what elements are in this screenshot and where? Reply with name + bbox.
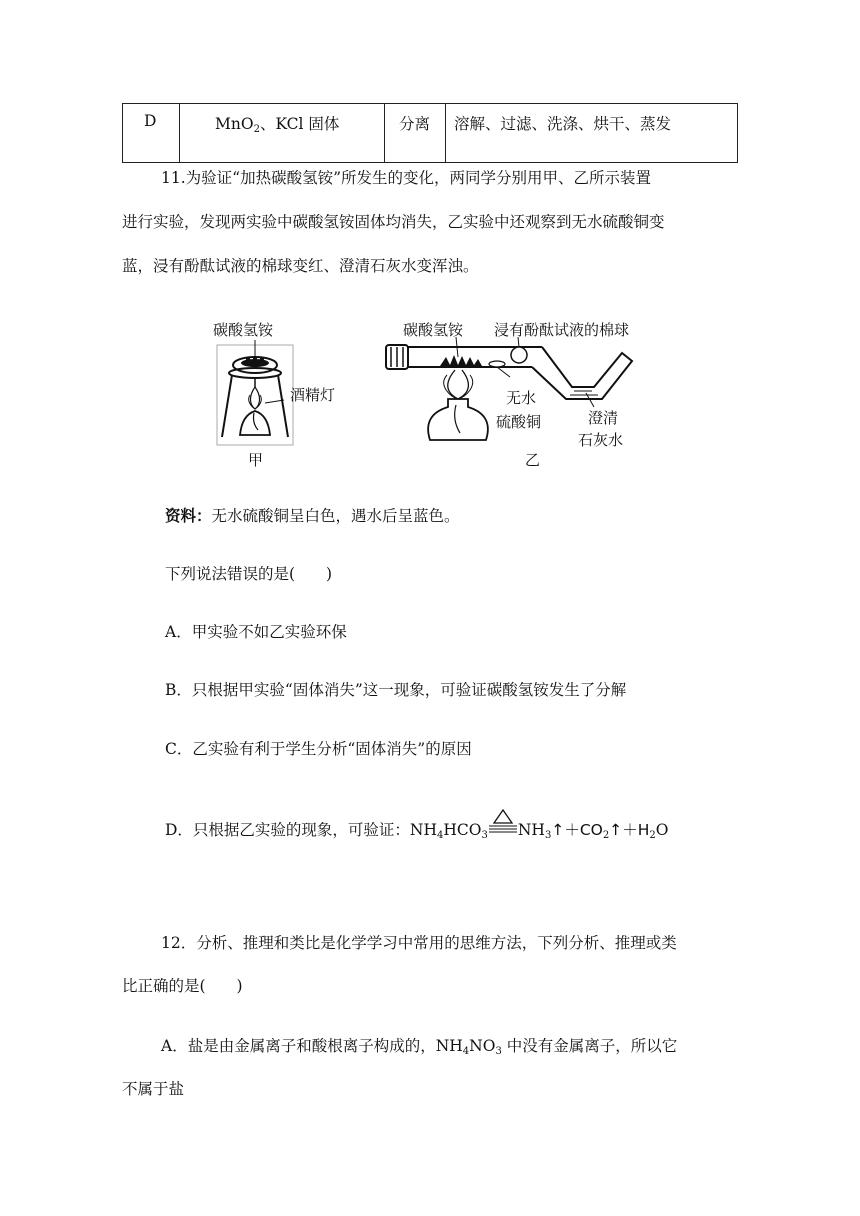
note-label: 资料： — [165, 506, 212, 525]
q11-stem-line2: 进行实验，发现两实验中碳酸氢铵固体均消失，乙实验中还观察到无水硫酸铜变 — [122, 213, 665, 231]
yi-lime-label-2: 石灰水 — [578, 431, 624, 449]
table-divider — [445, 104, 446, 162]
q11-prompt: 下列说法错误的是( ) — [165, 565, 333, 583]
q12-option-a-line2: 不属于盐 — [122, 1080, 185, 1098]
q12-option-a-line1: A．盐是由金属离子和酸根离子构成的，$NH_4NO_3$ 中没有金属离子，所以它 — [161, 1037, 678, 1057]
q11-option-c: C．乙实验有利于学生分析“固体消失”的原因 — [165, 740, 472, 758]
table-divider — [384, 104, 385, 162]
jia-lamp-label: 酒精灯 — [290, 386, 336, 404]
yi-cuso4-label-1: 无水 — [506, 389, 537, 407]
q12-stem-line1: 12．分析、推理和类比是化学学习中常用的思维方法，下列分析、推理或类 — [161, 934, 677, 952]
apparatus-jia — [217, 340, 293, 445]
heat-equals-sign — [488, 821, 518, 837]
row-substance: MnO$_2$、KCl 固体 — [215, 115, 340, 135]
yi-reagent-label: 碳酸氢铵 — [403, 321, 464, 339]
note-text: 无水硫酸铜呈白色，遇水后呈蓝色。 — [211, 507, 460, 525]
row-label: D — [144, 112, 157, 130]
yi-caption: 乙 — [525, 451, 541, 469]
q11-option-b: B．只根据甲实验“固体消失”这一现象，可验证碳酸氢铵发生了分解 — [165, 681, 627, 699]
apparatus-figure — [200, 305, 720, 475]
row-method: 分离 — [399, 115, 431, 133]
q11-stem-line3: 蓝，浸有酚酞试液的棉球变红、澄清石灰水变浑浊。 — [122, 257, 479, 275]
jia-reagent-label: 碳酸氢铵 — [213, 321, 274, 339]
q11-option-a: A．甲实验不如乙实验环保 — [165, 623, 347, 641]
q12-stem-line2: 比正确的是( ) — [122, 977, 243, 995]
jia-caption: 甲 — [248, 451, 264, 469]
table-divider — [179, 104, 180, 162]
q11-option-d: D．只根据乙实验的现象，可验证：$NH_4HCO_3$ $NH_3↑+CO_2↑+H_2O$ — [165, 821, 668, 839]
reagent-table-row — [122, 103, 738, 163]
row-steps: 溶解、过滤、洗涤、烘干、蒸发 — [454, 115, 672, 133]
yi-cuso4-label-2: 硫酸铜 — [496, 413, 542, 431]
q11-note — [165, 508, 460, 525]
q11-stem-line1: 11.为验证“加热碳酸氢铵”所发生的变化，两同学分别用甲、乙所示装置 — [161, 169, 652, 187]
yi-cotton-label: 浸有酚酞试液的棉球 — [494, 321, 630, 339]
yi-lime-label-1: 澄清 — [588, 409, 619, 427]
